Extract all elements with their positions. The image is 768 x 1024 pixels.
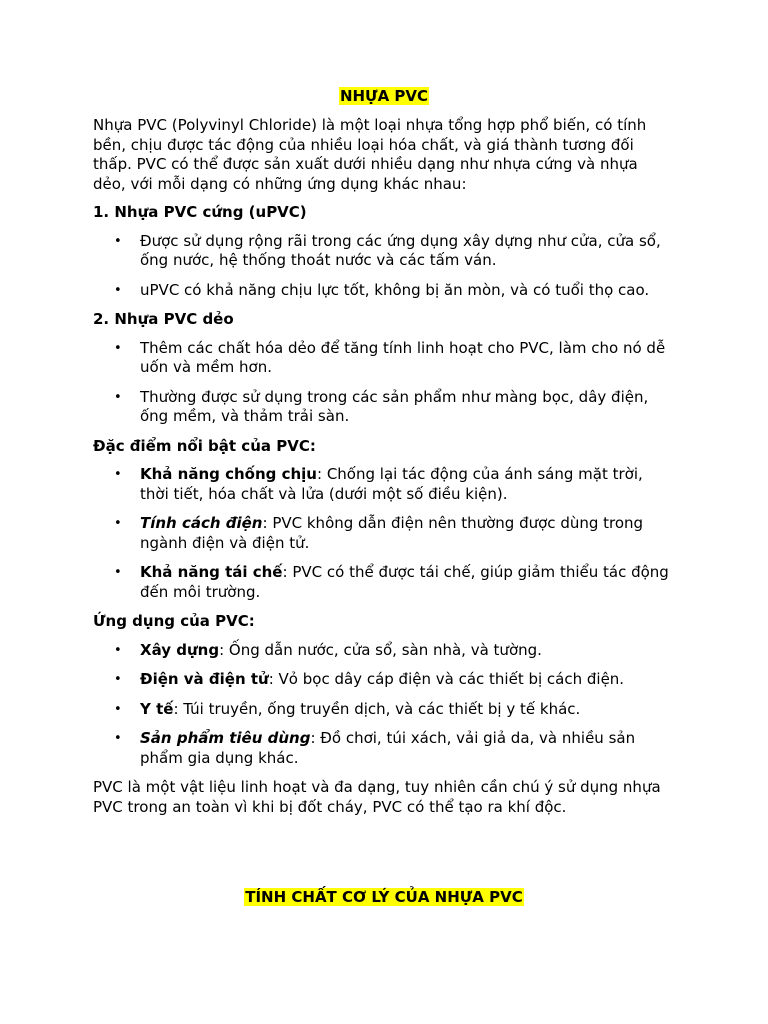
document-body (93, 116, 675, 826)
application-text: : Ống dẫn nước, cửa sổ, sàn nhà, và tường. (219, 640, 542, 659)
applications-list (93, 641, 675, 769)
conclusion-paragraph: PVC là một vật liệu linh hoạt và đa dạng, tuy nhiên cần chú ý sử dụng nhựa PVC trong an toàn vì khi bị đốt cháy, PVC có thể tạo ra khí độc. (93, 778, 661, 816)
section-title-mechanical-properties (0, 887, 768, 907)
section-flexible-pvc-list (93, 339, 675, 427)
feature-text: : PVC có thể được tái chế, giúp giảm thiểu tác động đến môi trường. (140, 563, 669, 601)
list-item (93, 670, 675, 690)
feature-text: : Chống lại tác động của ánh sáng mặt trời, thời tiết, hóa chất và lửa (dưới một số điều kiện). (140, 465, 643, 503)
section-rigid-pvc-list (93, 232, 675, 301)
list-item: • uPVC có khả năng chịu lực tốt, không bị ăn mòn, và có tuổi thọ cao. (93, 281, 675, 301)
section-title-text: TÍNH CHẤT CƠ LÝ CỦA NHỰA PVC (245, 888, 523, 906)
list-item: • Thêm các chất hóa dẻo để tăng tính linh hoạt cho PVC, làm cho nó dễ uốn và mềm hơn. (93, 339, 675, 378)
list-item (93, 700, 675, 720)
section-rigid-pvc-heading: 1. Nhựa PVC cứng (uPVC) (93, 203, 307, 221)
list-item (93, 514, 675, 553)
application-term: Sản phẩm tiêu dùng (140, 729, 311, 747)
feature-term: Tính cách điện (140, 514, 263, 532)
application-term: Xây dựng (140, 640, 220, 659)
application-term: Điện và điện tử (140, 670, 269, 688)
list-item (93, 465, 675, 504)
application-term: Y tế (140, 699, 174, 718)
section-flexible-pvc-heading: 2. Nhựa PVC dẻo (93, 310, 234, 328)
application-text: : Vỏ bọc dây cáp điện và các thiết bị cách điện. (268, 670, 625, 688)
document-title-text: NHỰA PVC (339, 87, 429, 105)
feature-term: Khả năng tái chế (140, 563, 283, 581)
application-text: : Đồ chơi, túi xách, vải giả da, và nhiều sản phẩm gia dụng khác. (140, 729, 636, 767)
list-item: • Được sử dụng rộng rãi trong các ứng dụng xây dựng như cửa, cửa sổ, ống nước, hệ thống thoát nước và các tấm ván. (93, 232, 675, 271)
applications-heading: Ứng dụng của PVC: (93, 612, 255, 630)
list-item (93, 641, 675, 661)
features-heading: Đặc điểm nổi bật của PVC: (93, 436, 316, 455)
list-item: • Thường được sử dụng trong các sản phẩm như màng bọc, dây điện, ống mềm, và thảm trải sàn. (93, 388, 675, 427)
application-text: : Túi truyền, ống truyền dịch, và các thiết bị y tế khác. (173, 699, 581, 718)
intro-paragraph: Nhựa PVC (Polyvinyl Chloride) là một loại nhựa tổng hợp phổ biến, có tính bền, chịu được tác động của nhiều loại hóa chất, và giá thành tương đối thấp. PVC có thể được sản xuất dưới nhiều dạng như nhựa cứng và nhựa dẻo, với mỗi dạng có những ứng dụng khác nhau: (93, 116, 647, 193)
feature-text: : PVC không dẫn điện nên thường được dùng trong ngành điện và điện tử. (140, 514, 644, 552)
features-list (93, 465, 675, 602)
list-item (93, 729, 675, 768)
list-item (93, 563, 675, 602)
feature-term: Khả năng chống chịu (140, 465, 317, 483)
document-title (0, 86, 768, 106)
